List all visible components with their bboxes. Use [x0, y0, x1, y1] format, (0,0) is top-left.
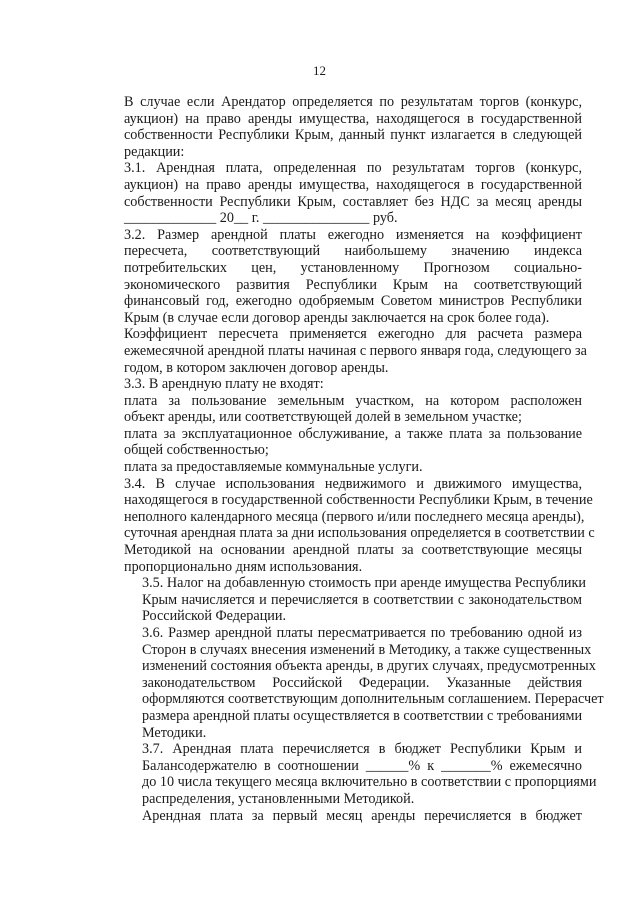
text-line: оформляются соответствующим дополнительным соглашением. Перерасчет	[142, 691, 604, 708]
paragraph	[104, 475, 595, 576]
text-line: объект аренды, или соответствующей долей в земельном участке;	[124, 409, 522, 426]
text-line: суточная арендная плата за дни использования определяется в соответствии с	[124, 525, 595, 542]
text-line: 3.3. В арендную плату не входят:	[124, 376, 324, 393]
text-line: неполного календарного месяца (первого и/или последнего месяца аренды),	[124, 508, 585, 525]
paragraph	[104, 393, 582, 426]
body-text	[104, 94, 604, 824]
text-line: общей собственностью;	[124, 442, 269, 459]
text-line: 3.4. В случае использования недвижимого и движимого имущества,	[124, 475, 582, 492]
text-line: Балансодержателю в соотношении ______% к _______% ежемесячно	[142, 757, 582, 774]
text-line: Крым начисляется и перечисляется в соответствии с законодательством	[142, 591, 582, 608]
paragraph	[104, 426, 582, 459]
text-line: изменений состояния объекта аренды, в других случаях, предусмотренных	[142, 658, 596, 675]
text-line: _____________ 20__ г. _______________ руб.	[124, 210, 398, 227]
text-line: 3.1. Арендная плата, определенная по результатам торгов (конкурс,	[124, 160, 582, 177]
text-line: 3.2. Размер арендной платы ежегодно изменяется на коэффициент	[124, 226, 582, 243]
paragraph	[104, 575, 586, 625]
text-line: аукцион) на право аренды имущества, находящегося в государственной	[124, 176, 582, 193]
text-line: экономического развития Республики Крым на соответствующий	[124, 276, 582, 293]
paragraph	[104, 160, 582, 226]
paragraph	[104, 94, 582, 160]
text-line: Методикой на основании арендной платы за соответствующие месяцы	[124, 542, 582, 559]
text-line: до 10 числа текущего месяца включительно в соответствии с пропорциями	[142, 774, 597, 791]
text-line: Российской Федерации.	[142, 608, 287, 625]
paragraph	[104, 741, 597, 807]
text-line: аукцион) на право аренды имущества, находящегося в государственной	[124, 110, 582, 127]
paragraph	[104, 808, 582, 825]
page-number: 12	[313, 63, 326, 78]
paragraph	[104, 376, 582, 393]
text-line: редакции:	[124, 143, 185, 160]
text-line: Арендная плата за первый месяц аренды перечисляется в бюджет	[142, 807, 582, 824]
text-line: В случае если Арендатор определяется по результатам торгов (конкурс,	[124, 94, 582, 110]
text-line: Методики.	[142, 724, 207, 741]
text-line: Крым (в случае если договор аренды заключается на срок более года).	[124, 309, 550, 326]
paragraph	[104, 625, 604, 741]
text-line: плата за эксплуатационное обслуживание, а также плата за пользование	[124, 425, 582, 442]
text-line: распределения, установленными Методикой.	[142, 790, 415, 807]
text-line: 3.5. Налог на добавленную стоимость при аренде имущества Республики	[142, 575, 586, 592]
text-line: ежемесячной арендной платы начиная с первого января года, следующего за	[124, 342, 587, 359]
text-line: пропорционально дням использования.	[124, 558, 363, 575]
text-line: потребительских цен, установленному Прогнозом социально-	[124, 259, 582, 276]
paragraph	[104, 459, 582, 476]
text-line: 3.6. Размер арендной платы пересматривается по требованию одной из	[142, 625, 582, 641]
text-line: финансовый год, ежегодно одобряемым Советом министров Республики	[124, 293, 582, 310]
text-line: 3.7. Арендная плата перечисляется в бюджет Республики Крым и	[142, 741, 582, 758]
text-line: Сторон в случаях внесения изменений в Методику, а также существенных	[142, 641, 592, 658]
text-line: размера арендной платы осуществляется в соответствии с требованиями	[142, 707, 583, 724]
text-line: находящегося в государственной собственности Республики Крым, в течение	[124, 492, 593, 509]
text-line: плата за пользование земельным участком, на котором расположен	[124, 392, 582, 409]
text-line: собственности Республики Крым, составляет без НДС за месяц аренды	[124, 193, 582, 210]
text-line: Коэффициент пересчета применяется ежегодно для расчета размера	[124, 326, 582, 343]
text-line: пересчета, соответствующий наибольшему значению индекса	[124, 243, 582, 260]
text-line: плата за предоставляемые коммунальные услуги.	[124, 459, 423, 476]
text-line: законодательством Российской Федерации. Указанные действия	[142, 674, 582, 691]
text-line: собственности Республики Крым, данный пункт излагается в следующей	[124, 127, 582, 144]
paragraph	[104, 326, 587, 376]
text-line: годом, в котором заключен договор аренды.	[124, 359, 389, 376]
paragraph	[104, 227, 582, 327]
